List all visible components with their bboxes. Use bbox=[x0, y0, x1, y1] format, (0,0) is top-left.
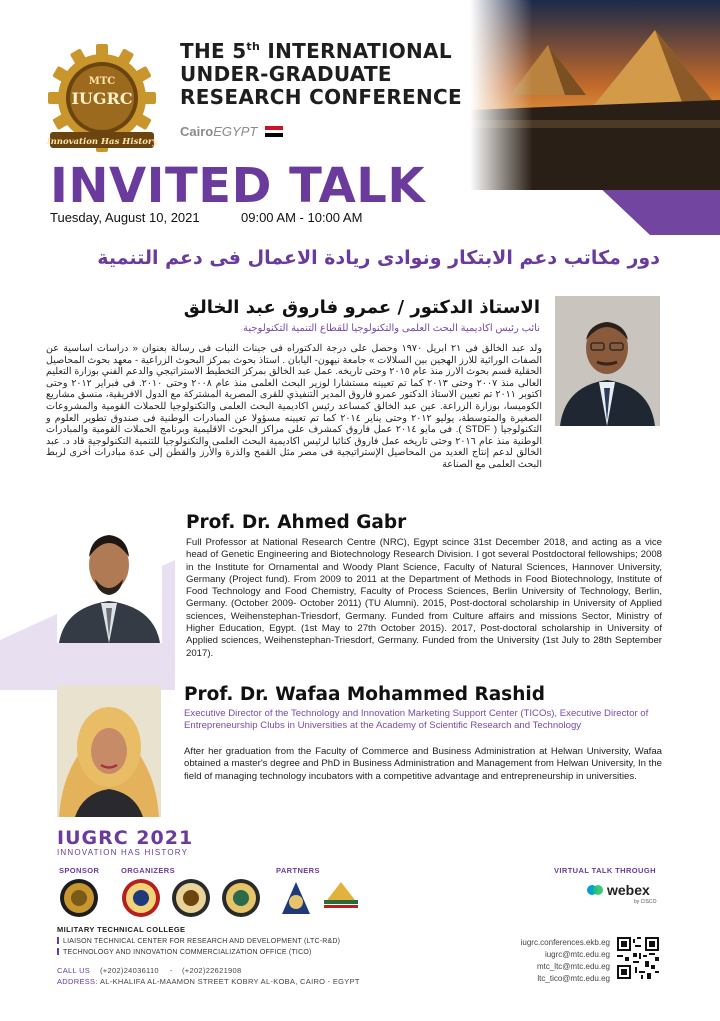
sponsor-label: SPONSOR bbox=[59, 866, 100, 875]
partner1-icon bbox=[276, 878, 316, 918]
email-3[interactable]: ltc_tico@mtc.edu.eg bbox=[537, 974, 610, 983]
egypt-flag-icon bbox=[265, 126, 283, 137]
iugrc-gear-logo bbox=[42, 40, 162, 160]
institution-2: TECHNOLOGY AND INNOVATION COMMERCIALIZATION OFFICE (TICO) bbox=[57, 948, 312, 956]
speaker3-name: Prof. Dr. Wafaa Mohammed Rashid bbox=[184, 684, 545, 705]
speaker3-bio: After her graduation from the Faculty of Commerce and Business Administration at Helwan University, Wafaa obtained a master's degree and PhD in Business Administration and Management from Helwan University, In the field of managing technology incubators with a competitive advantage and entrepreneurship in universities. bbox=[184, 746, 662, 782]
svg-text:IUGRC: IUGRC bbox=[71, 89, 133, 108]
speaker3-role: Executive Director of the Technology and Innovation Marketing Support Center (TICOs), Executive Director of Entrepreneurship Clubs in Universities at the Academy of Scientific Research and Technology bbox=[184, 708, 649, 731]
qr-code-icon bbox=[617, 937, 659, 979]
speaker1-bio: ولد عبد الخالق فى ٢١ ابريل ١٩٧٠ وحصل على درجة الدكتوراه فى جينات النبات فى رسالة بعنوان « دراسات اساسية عن الصفات الوراثية للارز الهجين بين السلالات » جامعة نيهون- اليابان . استاذ بحوث بمركز البحوث الزراعية - معهد بحوث المحاصيل الحقلية قسم بحوث الارز منذ عام ٢٠١٥ وحتى تاريخه. عمل عبد الخالق بمركز التخطيط الاستراتيجي والدعم الفني بوزارة التعليم العالى منذ ٢٠٠٧ وحتى ٢٠١٣ كما تم تعيينه مستشارا لوزير البحث العلمى منذ عام ٢٠٠٨ وحتى ٢٠١٠. فى فبراير ٢٠١٢ وحتى اكتوبر ٢٠١١ تم تعيين الاستاذ الدكتور عمرو فاروق المدير التنفيذي للقرى المصرية المشتركة مع الدول الافريقية، منسق مشاريع الكوميسا، بوزارة الزراعة. عين عبد الخالق كمساعد رئيس اكاديمية البحث العلمى والتكنولوجيا للحملات القومية والمشروعات الصغيرة والمتوسطة، يوليو ٢٠١٢ وحتى يناير ٢٠١٤ كما تم تعيينه مسؤولا عن المبادرات الوطنية فى صندوق تطوير العلوم و التكنولوجيا ( STDF ). فى مايو ٢٠١٤ عمل فاروق كمشرف على مراكز البحوث الاقليمية وبرنامج الحملات القومية والمبادرات الوطنية منذ عام ٢٠١٦ وحتى تاريخه عمل فاروق كنائبا لرئيس اكاديمية البحث العلمى والتكنولوجيا للتنمية التكنولوجية قاد د. عبد الخالق لدعم إنتاج العديد من المحاصيل الإستراتيجية فى مصر مثل القمح والذرة والأرز والقطن إلى عدة مبادرات أخرى لربط البحث العلمى مع الصناعة bbox=[46, 343, 543, 470]
speaker2-bio: Full Professor at National Research Centre (NRC), Egypt scince 31st December 2018, and acting as a vice head of Genetic Engineering and Biotechnology Research Division. I got several Postdoctoral fellowships; 2008 in the Institute for Ornamental and Woody Plant Science, Faculty of Natural Sciences, Hannover University, Germany (Project fund). From 2009 to 2011 at the Department of Methods in Food Biotechnology, Institute of Food Technology and Food Chemistry, Faculty of Process Sciences, Berlin University of Technology, Berlin, Germany. (October 2009- October 2011) (TU Alumni). 2015, Post-doctoral scholarship in University of Applied sciences, Weihenstephan-Triesdorf, Germany. Funded from Culture affairs and missions Sector, Ministry of Higher Education, Egypt. (1st May to 27th October 2015). 2017, Post-doctoral scholarship in University of Applied sciences, Weihenstephan-Triesdorf, Germany. Funded from the University (1st July to 28th September 2017). bbox=[186, 537, 662, 659]
organizer2-seal-icon bbox=[171, 878, 211, 918]
institution-1: LIAISON TECHNICAL CENTER FOR RESEARCH AND DEVELOPMENT (LTC-R&D) bbox=[57, 937, 340, 945]
virtual-talk-label: VIRTUAL TALK THROUGH bbox=[554, 866, 656, 875]
sponsor-seal-icon bbox=[59, 878, 99, 918]
conference-title bbox=[180, 40, 480, 109]
webex-icon bbox=[587, 884, 603, 896]
email-2[interactable]: mtc_ltc@mtc.edu.eg bbox=[536, 962, 610, 971]
speaker2-name: Prof. Dr. Ahmed Gabr bbox=[186, 512, 407, 533]
pyramids-image bbox=[470, 0, 720, 190]
address: AL-KHALIFA AL-MAAMON STREET KOBRY AL-KOBA, CAIRO - EGYPT bbox=[100, 977, 360, 986]
talk-title: دور مكاتب دعم الابتكار ونوادى ريادة الاعمال فى دعم التنمية bbox=[97, 247, 660, 269]
invited-talk-heading: INVITED TALK bbox=[50, 158, 426, 214]
title-line-1: THE 5th INTERNATIONAL bbox=[180, 39, 452, 63]
phone-1: (+202)24036110 bbox=[100, 966, 159, 975]
college-name: MILITARY TECHNICAL COLLEGE bbox=[57, 925, 186, 934]
speaker1-photo bbox=[555, 296, 660, 426]
svg-text:Innovation Has History: Innovation Has History bbox=[46, 137, 158, 147]
organizer1-seal-icon bbox=[121, 878, 161, 918]
call-label: CALL US bbox=[57, 966, 91, 975]
location: CairoEGYPT bbox=[180, 124, 283, 139]
footer-brand: IUGRC 2021 bbox=[57, 827, 194, 849]
webex-logo bbox=[587, 882, 650, 898]
talk-time: 09:00 AM - 10:00 AM bbox=[241, 210, 363, 225]
speaker1-role: نائب رئيس اكاديمية البحث العلمى والتكنولوجيا للقطاع التنمية التكنولوجية bbox=[242, 323, 540, 334]
phone-2: (+202)22621908 bbox=[182, 966, 242, 975]
title-line-2: UNDER-GRADUATE bbox=[180, 62, 392, 86]
partners-label: PARTNERS bbox=[276, 866, 320, 875]
website-link[interactable]: iugrc.conferences.ekb.eg bbox=[520, 938, 610, 947]
webex-by: by CISCO bbox=[634, 899, 657, 905]
email-1[interactable]: iugrc@mtc.edu.eg bbox=[544, 950, 610, 959]
speaker1-name: الاستاذ الدكتور / عمرو فاروق عبد الخالق bbox=[183, 297, 540, 318]
phone-separator: - bbox=[170, 966, 173, 975]
organizers-label: ORGANIZERS bbox=[121, 866, 176, 875]
title-line-3: RESEARCH CONFERENCE bbox=[180, 85, 462, 109]
footer-tagline: INNOVATION HAS HISTORY bbox=[57, 848, 189, 857]
address-label: ADDRESS: bbox=[57, 977, 98, 986]
partner2-knowledge-bank-icon bbox=[316, 878, 366, 918]
organizer3-seal-icon bbox=[221, 878, 261, 918]
speaker3-photo bbox=[57, 685, 161, 817]
speaker2-photo bbox=[57, 515, 162, 643]
talk-date: Tuesday, August 10, 2021 bbox=[50, 210, 200, 225]
webex-name: webex bbox=[607, 882, 650, 898]
svg-text:MTC: MTC bbox=[88, 76, 116, 87]
